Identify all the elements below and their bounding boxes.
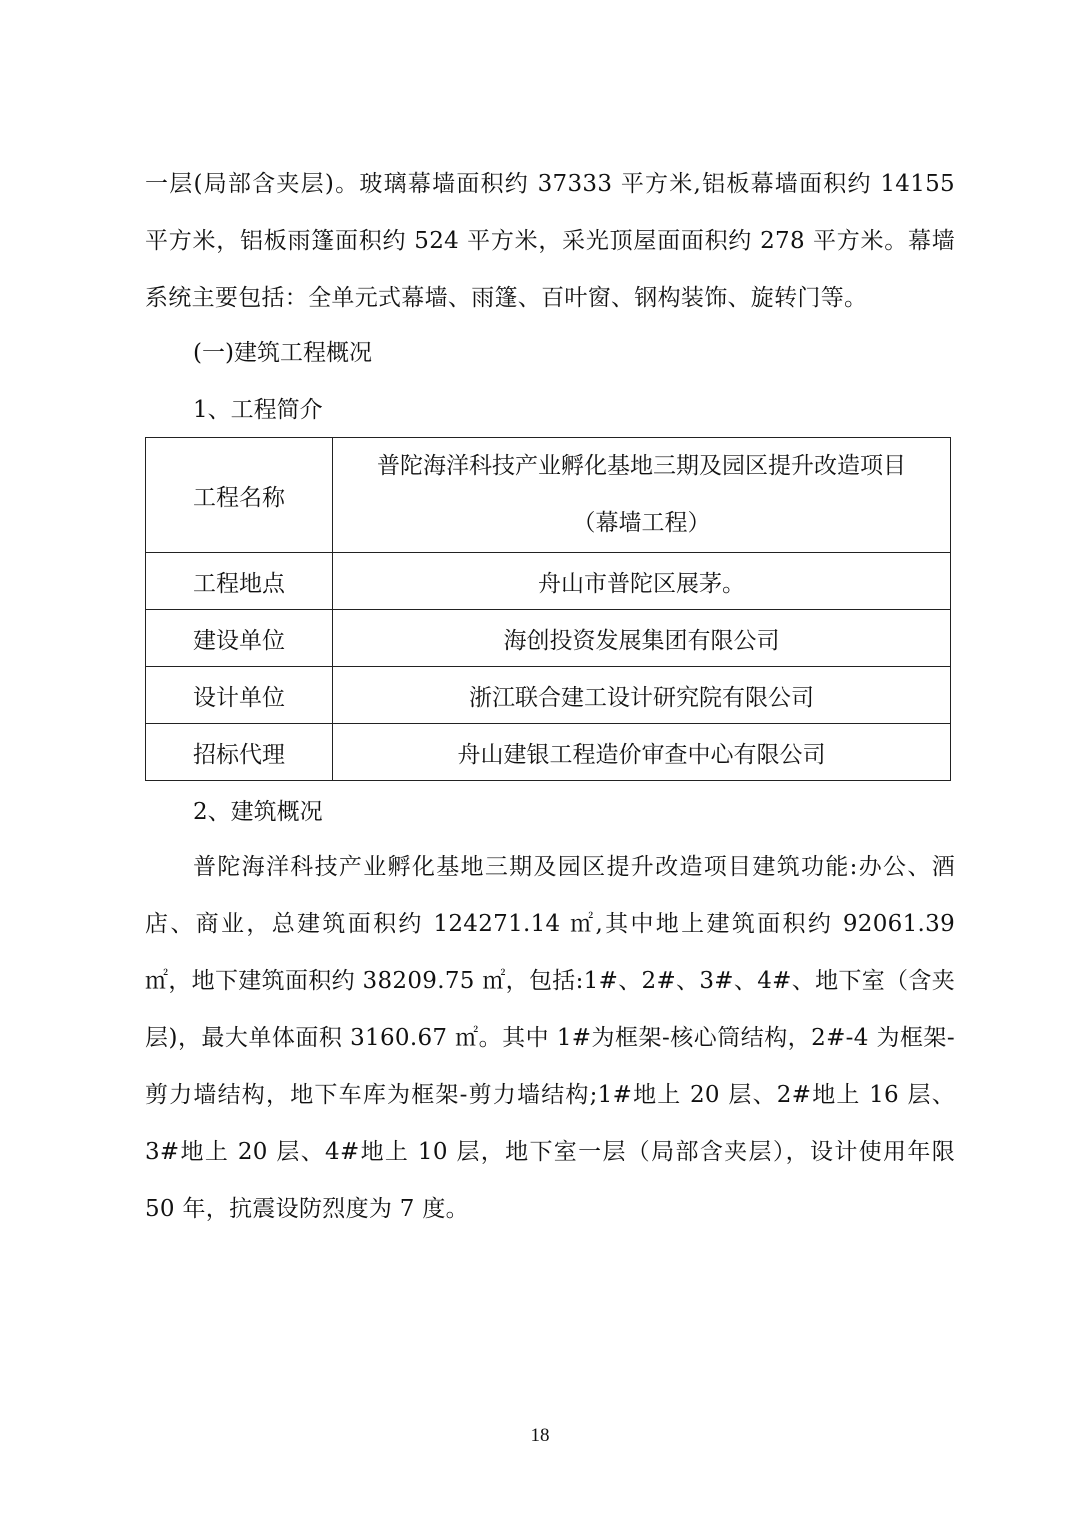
table-label-cell: 招标代理 — [146, 724, 333, 781]
table-value-cell — [333, 438, 951, 553]
table-value-cell: 海创投资发展集团有限公司 — [333, 610, 951, 667]
table-row — [146, 438, 951, 553]
table-label-cell: 工程名称 — [146, 438, 333, 553]
table-row — [146, 553, 951, 610]
table-value-cell: 舟山市普陀区展茅。 — [333, 553, 951, 610]
table-value-cell: 浙江联合建工设计研究院有限公司 — [333, 667, 951, 724]
project-name-line1: 普陀海洋科技产业孵化基地三期及园区提升改造项目 — [377, 453, 906, 479]
table-row — [146, 667, 951, 724]
intro-paragraph: 一层(局部含夹层)。玻璃幕墙面积约 37333 平方米,铝板幕墙面积约 14155 平方米，铝板雨篷面积约 524 平方米，采光顶屋面面积约 278 平方米。幕墙系统主要包括：全单元式幕墙、雨篷、百叶窗、钢构装饰、旋转门等。 — [145, 171, 955, 311]
project-name-line2: （幕墙工程） — [572, 510, 711, 536]
table-label-cell: 建设单位 — [146, 610, 333, 667]
table-value-cell: 舟山建银工程造价审查中心有限公司 — [333, 724, 951, 781]
sub-heading-building-overview: 2、建筑概况 — [193, 799, 323, 825]
table-row — [146, 724, 951, 781]
section-heading: (一)建筑工程概况 — [193, 340, 372, 366]
sub-heading-project-intro: 1、工程简介 — [193, 397, 323, 423]
table-label-cell: 工程地点 — [146, 553, 333, 610]
page-number: 18 — [530, 1425, 550, 1446]
overview-paragraph: 普陀海洋科技产业孵化基地三期及园区提升改造项目建筑功能:办公、酒店、商业，总建筑面积约 124271.14 ㎡,其中地上建筑面积约 92061.39 ㎡，地下建筑面积约 38209.75 ㎡，包括:1#、2#、3#、4#、地下室（含夹层)，最大单体面积 3160.67 ㎡。其中 1#为框架-核心筒结构，2#-4 为框架-剪力墙结构，地下车库为框架-剪力墙结构;1#地上 20 层、2#地上 16 层、3#地上 20 层、4#地上 10 层，地下室一层（局部含夹层），设计使用年限 50 年，抗震设防烈度为 7 度。 — [145, 854, 955, 1222]
table-row — [146, 610, 951, 667]
table-label-cell: 设计单位 — [146, 667, 333, 724]
project-info-table — [145, 437, 951, 781]
